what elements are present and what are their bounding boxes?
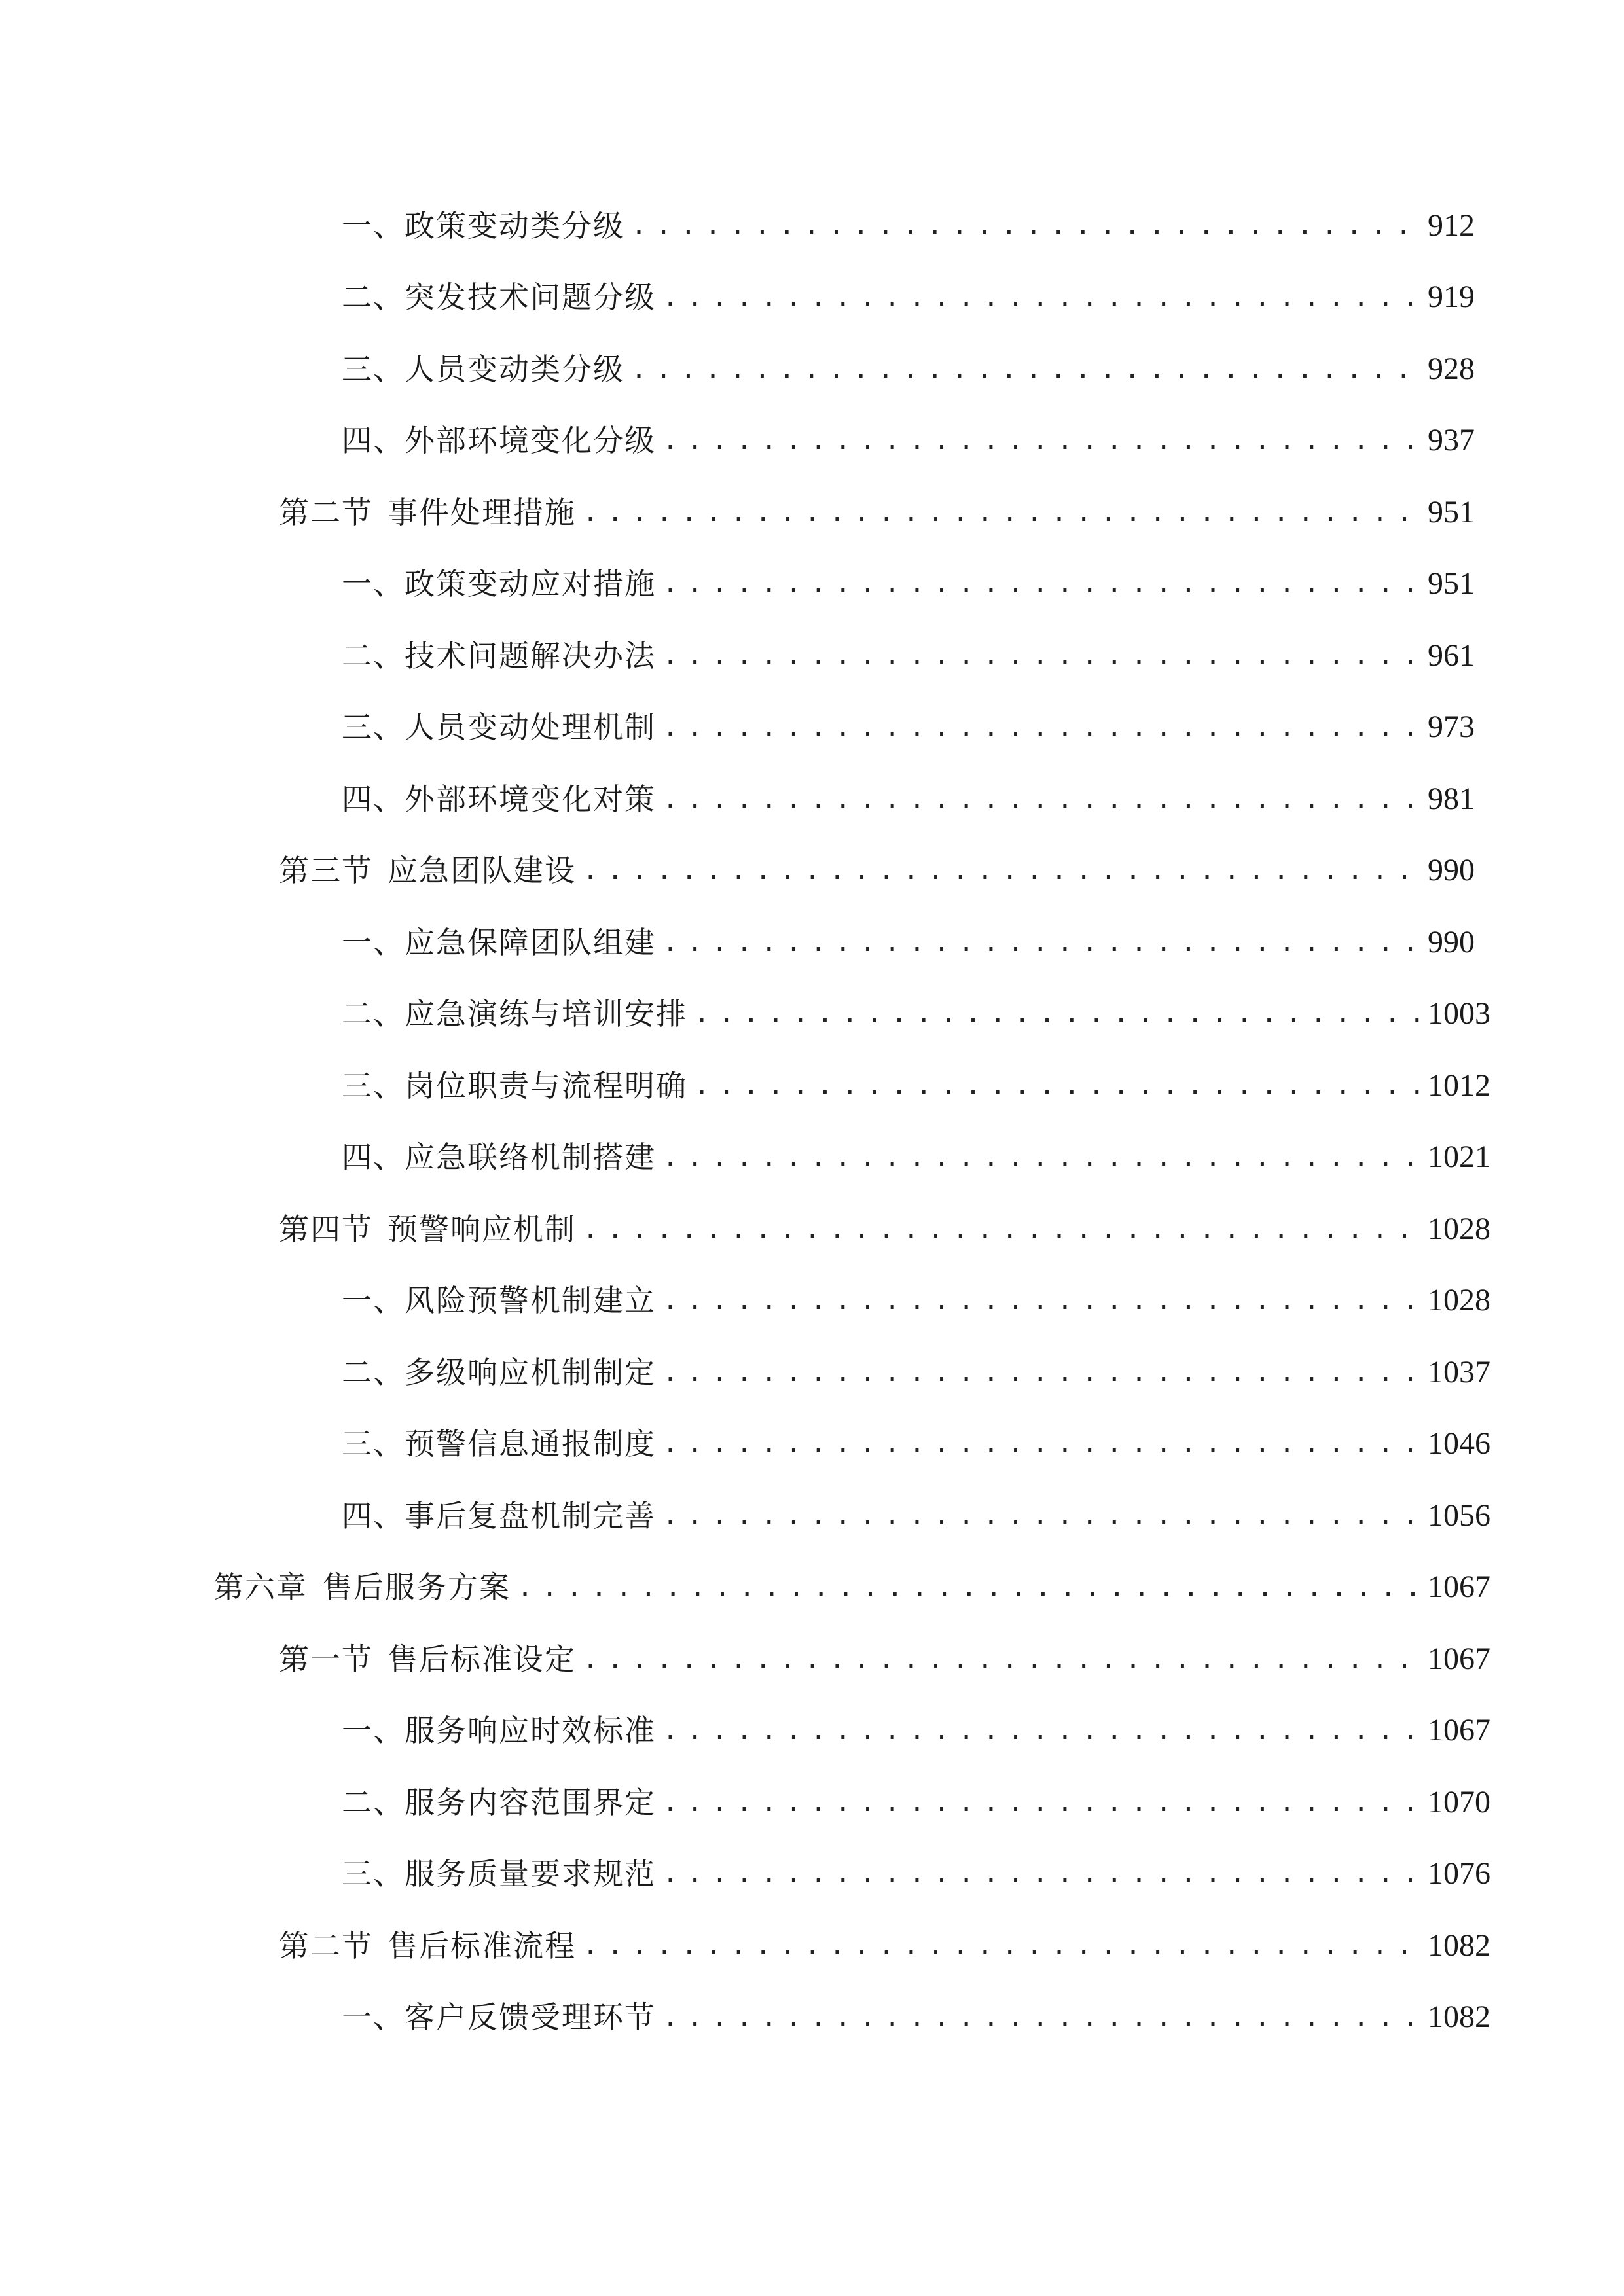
toc-entry-title: 政策变动类分级 — [405, 207, 624, 243]
toc-entry-number: 第一节 — [279, 1641, 373, 1677]
toc-entry[interactable] — [0, 1910, 1624, 1982]
dot-leader — [583, 1933, 1420, 1959]
toc-entry-number: 四、 — [342, 1139, 405, 1175]
toc-entry-title: 售后标准设定 — [388, 1641, 576, 1677]
toc-entry-number: 四、 — [342, 781, 405, 817]
dot-leader — [631, 356, 1420, 382]
toc-entry[interactable] — [0, 1552, 1624, 1624]
toc-entry-page-number: 990 — [1428, 924, 1475, 960]
toc-entry-page-number: 1067 — [1428, 1713, 1490, 1748]
toc-entry[interactable] — [0, 1982, 1624, 2054]
toc-entry[interactable] — [0, 190, 1624, 262]
toc-entry-title: 预警信息通报制度 — [405, 1426, 656, 1462]
toc-entry-title: 事后复盘机制完善 — [405, 1498, 656, 1534]
toc-entry-title: 岗位职责与流程明确 — [405, 1067, 687, 1103]
toc-entry-page-number: 1067 — [1428, 1641, 1490, 1676]
toc-entry[interactable] — [0, 1480, 1624, 1552]
toc-entry-page-number: 1012 — [1428, 1067, 1490, 1103]
toc-entry-title: 服务内容范围界定 — [405, 1784, 656, 1820]
toc-entry-title: 人员变动处理机制 — [405, 709, 656, 745]
toc-entry-number: 三、 — [342, 709, 405, 745]
toc-entry-page-number: 1056 — [1428, 1498, 1490, 1533]
toc-entry-number: 一、 — [342, 566, 405, 602]
dot-leader — [662, 1861, 1420, 1887]
dot-leader — [583, 1646, 1420, 1672]
toc-entry-number: 二、 — [342, 1784, 405, 1820]
toc-entry-page-number: 1021 — [1428, 1139, 1490, 1175]
dot-leader — [662, 643, 1420, 669]
toc-entry-page-number: 1003 — [1428, 996, 1490, 1031]
toc-entry-title: 外部环境变化分级 — [405, 423, 656, 459]
toc-entry-number: 二、 — [342, 1354, 405, 1390]
toc-entry-page-number: 1028 — [1428, 1211, 1490, 1246]
toc-entry-title: 服务质量要求规范 — [405, 1856, 656, 1892]
toc-entry-page-number: 928 — [1428, 351, 1475, 386]
toc-entry-title: 应急联络机制搭建 — [405, 1139, 656, 1175]
toc-entry[interactable] — [0, 620, 1624, 692]
toc-entry-number: 第二节 — [279, 494, 373, 530]
toc-entry-title: 预警响应机制 — [388, 1211, 576, 1247]
toc-entry-page-number: 1067 — [1428, 1570, 1490, 1605]
dot-leader — [662, 1359, 1420, 1386]
toc-entry-title: 技术问题解决办法 — [405, 637, 656, 673]
toc-entry-title: 应急保障团队组建 — [405, 924, 656, 960]
toc-entry-page-number: 1028 — [1428, 1283, 1490, 1318]
dot-leader — [662, 1431, 1420, 1457]
dot-leader — [662, 1789, 1420, 1816]
dot-leader — [517, 1574, 1420, 1600]
toc-entry[interactable] — [0, 1265, 1624, 1337]
toc-entry-number: 一、 — [342, 1283, 405, 1319]
dot-leader — [694, 1073, 1420, 1099]
toc-entry-page-number: 1076 — [1428, 1856, 1490, 1892]
toc-entry-number: 二、 — [342, 996, 405, 1032]
toc-entry[interactable] — [0, 1767, 1624, 1839]
toc-entry[interactable] — [0, 1623, 1624, 1695]
toc-entry[interactable] — [0, 906, 1624, 978]
toc-entry-page-number: 1082 — [1428, 2000, 1490, 2035]
toc-entry-number: 第六章 — [213, 1570, 308, 1605]
toc-entry[interactable] — [0, 1122, 1624, 1194]
toc-entry-title: 客户反馈受理环节 — [405, 2000, 656, 2036]
toc-entry-number: 一、 — [342, 1713, 405, 1749]
toc-entry[interactable] — [0, 835, 1624, 907]
toc-entry[interactable] — [0, 692, 1624, 764]
toc-entry-number: 三、 — [342, 351, 405, 387]
toc-entry[interactable] — [0, 476, 1624, 548]
dot-leader — [662, 1717, 1420, 1744]
dot-leader — [583, 499, 1420, 526]
toc-entry-number: 三、 — [342, 1426, 405, 1462]
toc-entry-number: 第四节 — [279, 1211, 373, 1247]
dot-leader — [583, 1216, 1420, 1242]
toc-entry[interactable] — [0, 333, 1624, 405]
dot-leader — [662, 284, 1420, 310]
toc-entry-number: 第三节 — [279, 853, 373, 889]
toc-entry-title: 风险预警机制建立 — [405, 1283, 656, 1319]
toc-entry[interactable] — [0, 1839, 1624, 1910]
toc-entry[interactable] — [0, 1336, 1624, 1408]
toc-entry-title: 多级响应机制制定 — [405, 1354, 656, 1390]
toc-entry-page-number: 1070 — [1428, 1784, 1490, 1820]
toc-entry-title: 事件处理措施 — [388, 494, 576, 530]
dot-leader — [662, 1503, 1420, 1529]
toc-entry-number: 二、 — [342, 637, 405, 673]
dot-leader — [583, 857, 1420, 884]
dot-leader — [662, 714, 1420, 740]
toc-entry[interactable] — [0, 405, 1624, 477]
toc-entry-number: 三、 — [342, 1067, 405, 1103]
toc-entry-page-number: 990 — [1428, 853, 1475, 888]
toc-entry-title: 应急团队建设 — [388, 853, 576, 889]
toc-entry-title: 外部环境变化对策 — [405, 781, 656, 817]
toc-entry[interactable] — [0, 1050, 1624, 1122]
toc-entry-page-number: 1082 — [1428, 1928, 1490, 1963]
toc-entry-number: 四、 — [342, 1498, 405, 1534]
toc-entry-page-number: 961 — [1428, 637, 1475, 673]
toc-entry[interactable] — [0, 1695, 1624, 1767]
toc-entry-title: 突发技术问题分级 — [405, 279, 656, 315]
dot-leader — [662, 427, 1420, 454]
toc-entry-title: 政策变动应对措施 — [405, 566, 656, 602]
toc-entry-number: 一、 — [342, 924, 405, 960]
toc-entry-number: 三、 — [342, 1856, 405, 1892]
toc-entry-number: 一、 — [342, 2000, 405, 2036]
toc-entry[interactable] — [0, 1193, 1624, 1265]
dot-leader — [662, 2004, 1420, 2030]
toc-entry-page-number: 919 — [1428, 279, 1475, 315]
dot-leader — [662, 571, 1420, 597]
toc-entry-title: 售后标准流程 — [388, 1928, 576, 1964]
toc-entry-number: 一、 — [342, 207, 405, 243]
toc-entry-title: 应急演练与培训安排 — [405, 996, 687, 1032]
toc-entry[interactable] — [0, 978, 1624, 1050]
toc-entry-number: 四、 — [342, 423, 405, 459]
toc-entry-title: 服务响应时效标准 — [405, 1713, 656, 1749]
toc-entry-title: 售后服务方案 — [322, 1570, 511, 1605]
toc-entry-number: 二、 — [342, 279, 405, 315]
toc-entry-page-number: 951 — [1428, 566, 1475, 601]
dot-leader — [662, 1287, 1420, 1314]
toc-entry-page-number: 973 — [1428, 709, 1475, 745]
dot-leader — [694, 1001, 1420, 1027]
toc-entry-page-number: 937 — [1428, 423, 1475, 458]
table-of-contents — [0, 190, 1624, 2053]
dot-leader — [662, 786, 1420, 812]
toc-entry-number: 第二节 — [279, 1928, 373, 1964]
toc-entry-title: 人员变动类分级 — [405, 351, 624, 387]
toc-entry-page-number: 912 — [1428, 207, 1475, 243]
dot-leader — [662, 1144, 1420, 1170]
toc-entry-page-number: 1046 — [1428, 1426, 1490, 1462]
toc-entry-page-number: 1037 — [1428, 1354, 1490, 1390]
dot-leader — [662, 929, 1420, 956]
toc-entry[interactable] — [0, 1408, 1624, 1480]
dot-leader — [631, 213, 1420, 239]
toc-entry-page-number: 981 — [1428, 781, 1475, 816]
toc-entry[interactable] — [0, 548, 1624, 620]
toc-entry[interactable] — [0, 262, 1624, 334]
toc-entry-page-number: 951 — [1428, 494, 1475, 529]
toc-entry[interactable] — [0, 763, 1624, 835]
